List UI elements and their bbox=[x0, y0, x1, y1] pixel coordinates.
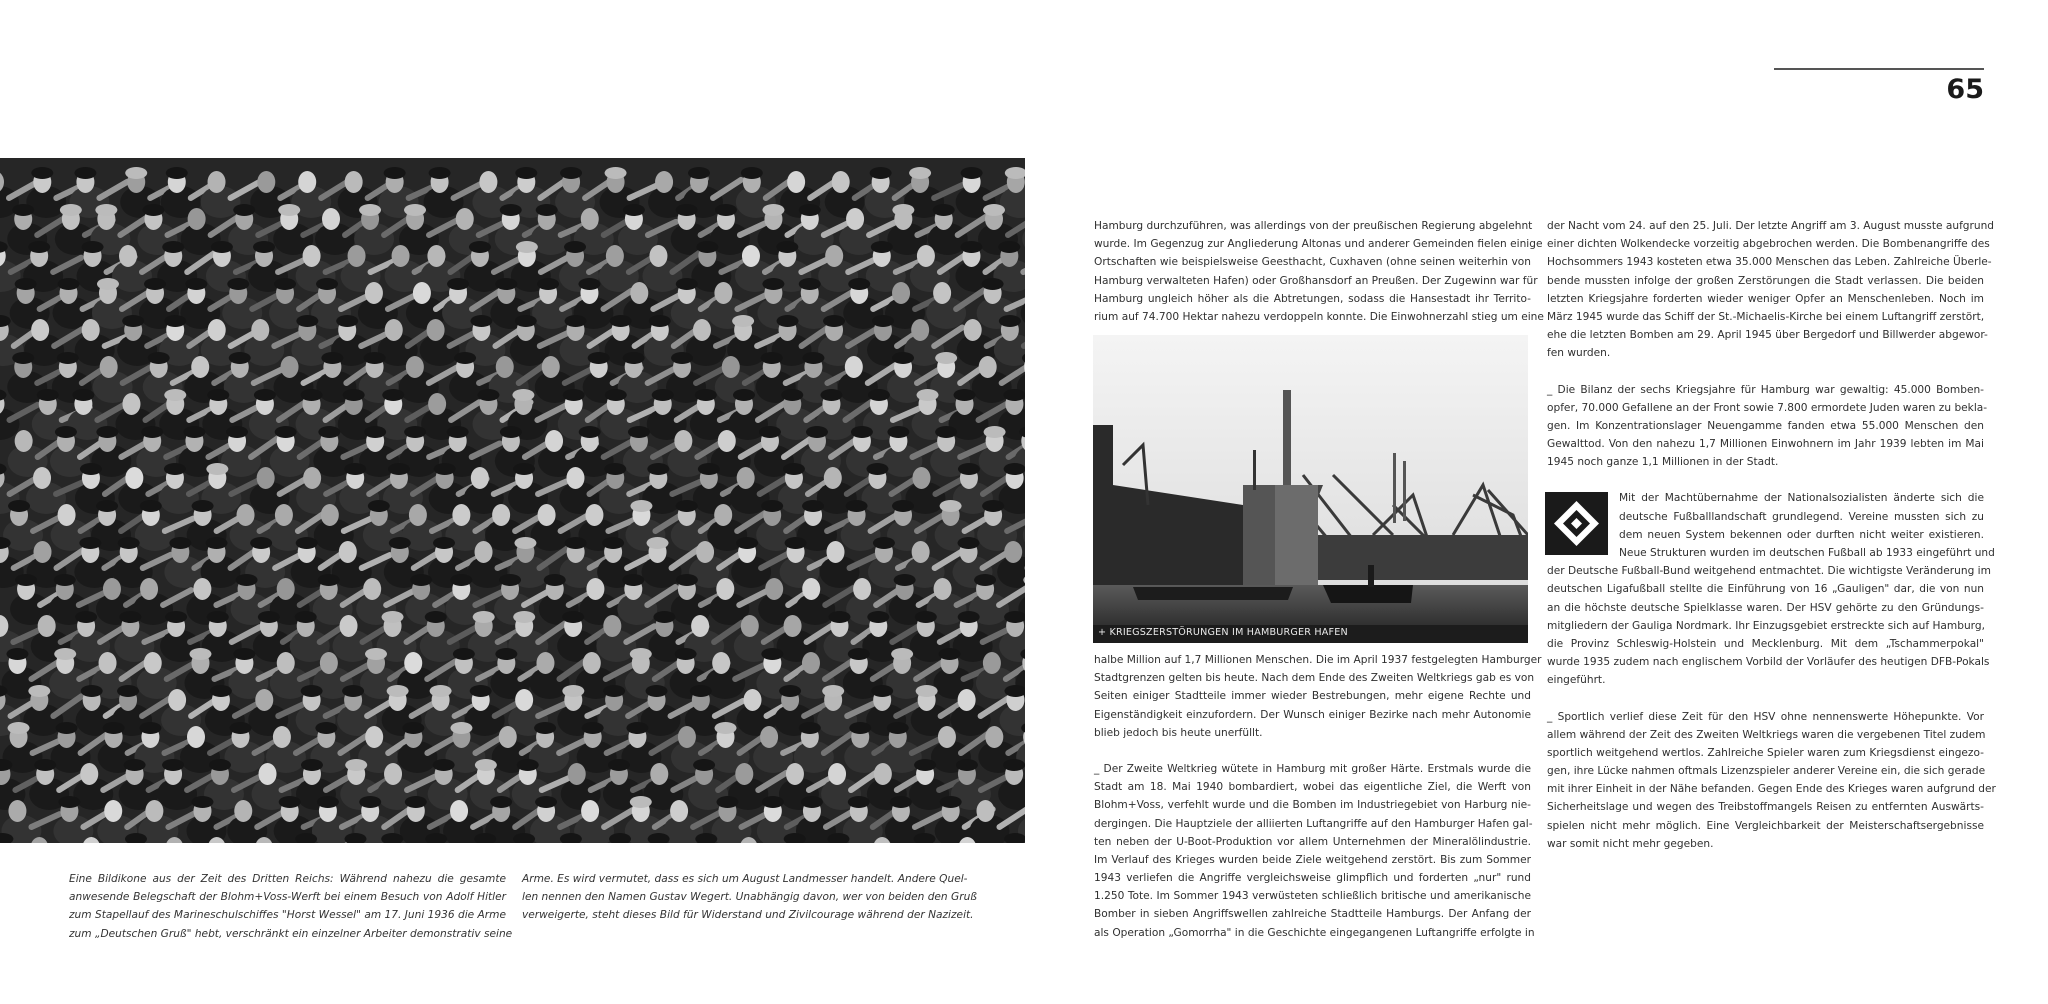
text-line: gen. Im Konzentrationslager Neuengamme fanden etwa 55.000 Menschen den bbox=[1547, 419, 1984, 432]
text-line: blieb jedoch bis heute unerfüllt. bbox=[1094, 726, 1263, 739]
caption-line: anwesende Belegschaft der Blohm+Voss-Werft bei einem Besuch von Adolf Hitler bbox=[69, 891, 506, 904]
text-line: opfer, 70.000 Gefallene an der Front sowie 7.800 ermordete Juden waren zu bekla- bbox=[1547, 401, 1988, 414]
text-line: deutschen Ligafußball stellte die Einführung von 16 „Gauligen" dar, die von nun bbox=[1547, 583, 1984, 596]
column1-paragraph1 bbox=[1094, 217, 1544, 326]
text-line: rium auf 74.700 Hektar nahezu verdoppeln konnte. Die Einwohnerzahl stieg um eine bbox=[1094, 310, 1544, 323]
text-line: Ortschaften wie beispielsweise Geesthacht, Cuxhaven (ohne seinen weiterhin von bbox=[1094, 256, 1531, 269]
text-line: dem neuen System bekennen oder durften nicht weiter existieren. bbox=[1619, 528, 1984, 541]
text-line: deutsche Fußballlandschaft grundlegend. Vereine mussten sich zu bbox=[1619, 510, 1984, 523]
text-line: bende mussten infolge der großen Zerstörungen die Stadt verlassen. Die beiden bbox=[1547, 274, 1984, 287]
text-line: an die höchste deutsche Spielklasse waren. Der HSV gehörte zu den Gründungs- bbox=[1547, 601, 1984, 614]
text-line: Blohm+Voss, verfehlt wurde und die Bomben im Industriegebiet von Harburg nie- bbox=[1094, 799, 1531, 812]
text-line: wurde. Im Gegenzug zur Angliederung Altonas und anderer Gemeinden fielen einige bbox=[1094, 238, 1543, 251]
text-line: fen wurden. bbox=[1547, 347, 1611, 360]
harbor-caption-bar bbox=[1093, 625, 1528, 643]
text-line: Seiten einiger Stadtteile immer wieder Bestrebungen, mehr eigene Rechte und bbox=[1094, 690, 1531, 703]
crowd-photo bbox=[0, 158, 1025, 843]
text-line: die Provinz Schleswig-Holstein und Mecklenburg. Mit dem „Tschammerpokal" bbox=[1547, 637, 1984, 650]
text-line: dergingen. Die Hauptziele der alliierten Luftangriffe auf den Hamburger Hafen gal- bbox=[1094, 817, 1533, 830]
text-line: allem während der Zeit des Zweiten Weltkriegs waren die vergebenen Titel zudem bbox=[1547, 728, 1986, 741]
text-line: ehe die letzten Bomben am 29. April 1945 über Bergedorf und Billwerder abgewor- bbox=[1547, 329, 1988, 342]
text-line: ten neben der U-Boot-Produktion vor allem Unternehmen der Mineralölindustrie. bbox=[1094, 835, 1531, 848]
text-line: März 1945 wurde das Schiff der St.-Michaelis-Kirche bei einem Luftangriff zerstört, bbox=[1547, 310, 1985, 323]
text-line: mit ihrer Einheit in der Nähe befanden. Gegen Ende des Krieges waren aufgrund der bbox=[1547, 783, 1996, 796]
text-line: einer dichten Wolkendecke vorzeitig abgebrochen werden. Die Bombenangriffe des bbox=[1547, 238, 1990, 251]
text-line: 1.250 Tote. Im Sommer 1943 verwüsteten schließlich britische und amerikanische bbox=[1094, 890, 1531, 903]
text-line: Gewalttod. Von den nahezu 1,7 Millionen Einwohnern im Jahr 1939 lebten im Mai bbox=[1547, 438, 1984, 451]
text-line: der Nacht vom 24. auf den 25. Juli. Der letzte Angriff am 3. August musste aufgrund bbox=[1547, 220, 1995, 232]
text-line: Hamburg verwalteten Hafen) oder Großhansdorf an Preußen. Der Zugewinn war für bbox=[1094, 274, 1538, 287]
caption-line: zum Stapellauf des Marineschulschiffes "Horst Wessel" am 17. Juni 1936 die Arme bbox=[69, 909, 506, 922]
harbor-photo-image bbox=[1093, 335, 1528, 643]
text-line: _ Der Zweite Weltkrieg wütete in Hamburg mit großer Härte. Erstmals wurde die bbox=[1094, 762, 1531, 775]
photo-caption-col1 bbox=[69, 870, 513, 943]
text-line: _ Sportlich verlief diese Zeit für den HSV ohne nennenswerte Höhepunkte. Vor bbox=[1547, 710, 1984, 723]
text-line: Neue Strukturen wurden im deutschen Fußball ab 1933 eingeführt und bbox=[1619, 547, 1995, 559]
text-line: Stadtgrenzen gelten bis heute. Nach dem Ende des Zweiten Weltkriegs gab es von bbox=[1094, 672, 1535, 685]
photo-caption-col2 bbox=[522, 870, 977, 925]
text-line: Stadt am 18. Mai 1940 bombardiert, wobei das eigentliche Ziel, die Werft von bbox=[1094, 781, 1531, 794]
crowd-photo-image bbox=[0, 158, 1025, 843]
text-line: als Operation „Gomorrha" in die Geschichte eingegangenen Luftangriffe erfolgte in bbox=[1094, 926, 1535, 939]
text-line: Hochsommers 1943 kosteten etwa 35.000 Menschen das Leben. Zahlreiche Überle- bbox=[1547, 256, 1992, 269]
text-line: eingeführt. bbox=[1547, 674, 1606, 687]
text-line: halbe Million auf 1,7 Millionen Menschen. Die im April 1937 festgelegten Hamburger bbox=[1094, 654, 1542, 666]
caption-line: len nennen den Namen Gustav Wegert. Unabhängig davon, wer von beiden den Gruß bbox=[522, 891, 977, 904]
caption-line: Eine Bildikone aus der Zeit des Dritten Reichs: Während nahezu die gesamte bbox=[69, 873, 506, 885]
column2-body bbox=[1547, 217, 1996, 853]
text-line: sportlich weitgehend wertlos. Zahlreiche Spieler waren zum Kriegsdienst eingezo- bbox=[1547, 746, 1984, 759]
text-line: Hamburg ungleich höher als die Abtretungen, sodass die Hansestadt ihr Territo- bbox=[1094, 292, 1531, 305]
text-line: 1945 noch ganze 1,1 Millionen in der Stadt. bbox=[1547, 456, 1779, 469]
column1-body bbox=[1094, 651, 1542, 942]
text-line: Bomber in sieben Angriffswellen zahlreiche Stadtteile Hamburgs. Der Anfang der bbox=[1094, 908, 1531, 921]
text-line: Im Verlauf des Krieges wurden beide Ziele weitgehend zerstört. Bis zum Sommer bbox=[1094, 853, 1531, 866]
text-line: Mit der Machtübernahme der Nationalsozialisten änderte sich die bbox=[1619, 492, 1984, 505]
text-line: mitgliedern der Gauliga Nordmark. Ihr Einzugsgebiet erstreckte sich auf Hamburg, bbox=[1547, 619, 1985, 632]
page-number: 65 bbox=[1946, 74, 1984, 105]
harbor-caption: + KRIEGSZERSTÖRUNGEN IM HAMBURGER HAFEN bbox=[1098, 627, 1348, 638]
text-line: wurde 1935 zudem nach englischem Vorbild der Vorläufer des heutigen DFB-Pokals bbox=[1547, 656, 1990, 669]
text-line: Eigenständigkeit einzufordern. Der Wunsch einiger Bezirke nach mehr Autonomie bbox=[1094, 708, 1531, 721]
caption-line: Arme. Es wird vermutet, dass es sich um August Landmesser handelt. Andere Quel- bbox=[522, 873, 968, 885]
header-rule bbox=[1774, 68, 1984, 70]
text-line: Hamburg durchzuführen, was allerdings von der preußischen Regierung abgelehnt bbox=[1094, 220, 1533, 232]
text-line: _ Die Bilanz der sechs Kriegsjahre für Hamburg war gewaltig: 45.000 Bomben- bbox=[1547, 383, 1984, 396]
harbor-photo bbox=[1093, 335, 1528, 643]
text-line: Sicherheitslage und wegen des Treibstoffmangels Reisen zu entfernten Auswärts- bbox=[1547, 801, 1984, 814]
text-line: spielen nicht mehr möglich. Eine Vergleichbarkeit der Meisterschaftsergebnisse bbox=[1547, 819, 1984, 832]
caption-line: verweigerte, steht dieses Bild für Widerstand und Zivilcourage während der Nazizeit. bbox=[522, 909, 974, 922]
text-line: letzten Kriegsjahre forderten wieder weniger Opfer an Menschenleben. Noch im bbox=[1547, 292, 1984, 305]
text-line: gen, ihre Lücke nahmen oftmals Lizenzspieler anderer Vereine ein, die sich gerade bbox=[1547, 765, 1986, 778]
text-line: der Deutsche Fußball-Bund weitgehend entmachtet. Die wichtigste Veränderung im bbox=[1547, 565, 1991, 578]
text-line: 1943 verliefen die Angriffe vergleichsweise glimpflich und forderten „nur" rund bbox=[1094, 872, 1531, 885]
text-line: war somit nicht mehr gegeben. bbox=[1547, 837, 1714, 850]
caption-line: zum „Deutschen Gruß" hebt, verschränkt ein einzelner Arbeiter demonstrativ seine bbox=[69, 927, 513, 940]
